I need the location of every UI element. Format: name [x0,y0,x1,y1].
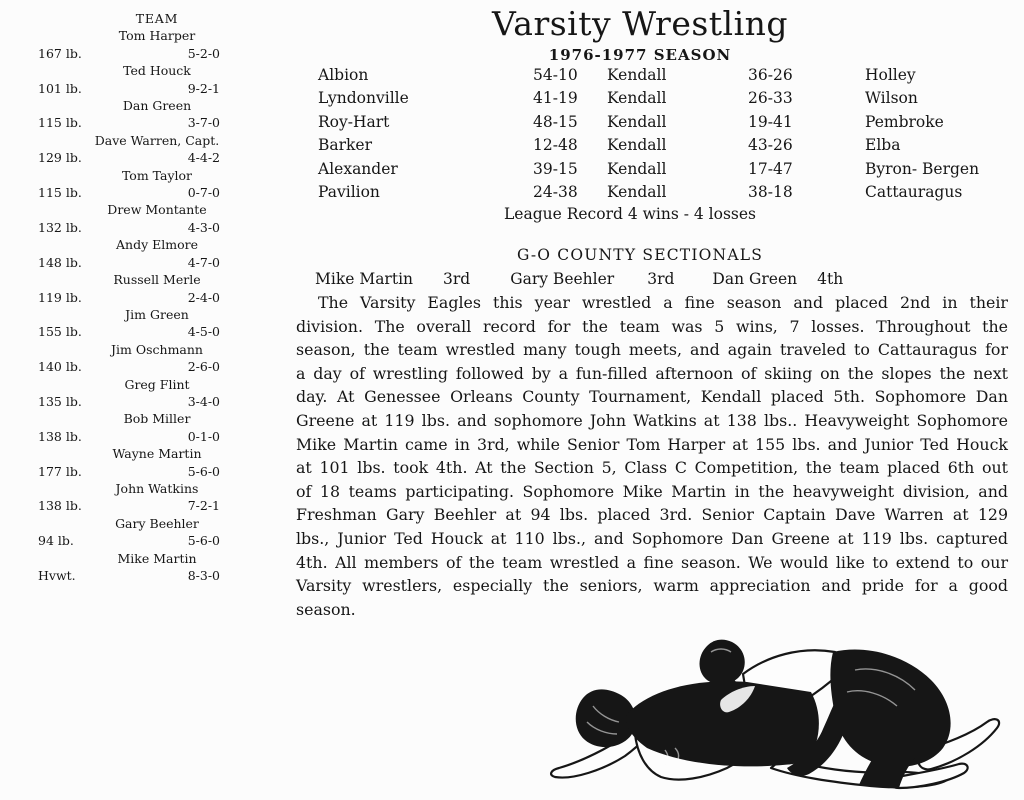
opponent-left: Albion [318,66,369,84]
placer-place: 4th [817,270,844,288]
score-left: 54-10 [533,66,578,84]
wrestler-record: 4-5-0 [187,324,220,340]
opponent-left: Lyndonville [318,89,409,108]
placer-place: 3rd [443,270,471,288]
opponent-left: Barker [318,136,373,155]
wrestler-weight: 115 lb. [38,115,82,131]
wrestler-record: 3-4-0 [187,393,220,409]
score-left: 12-48 [533,136,578,155]
meet-row [318,111,979,134]
home-team: Kendall [607,112,667,131]
wrestler-name: Jim Green [125,306,189,322]
wrestler-weight: 115 lb. [38,185,82,201]
team-roster [38,10,220,584]
wrestler-weight: 138 lb. [38,428,82,444]
score-right: 17-47 [748,159,793,178]
placer-name: Dan Green [712,270,798,288]
wrestler-record: 0-1-0 [187,428,220,444]
season-summary-paragraph: The Varsity Eagles this year wrestled a fine season and placed 2nd in their division. The overall record for the team was 5 wins, 7 losses. Throughout the season, the team wrestled many tough meets, and again traveled to Cattauragus for a day of wrestling followed by a fun-filled afternoon of skiing on the slopes the next day. At Genessee Orleans County Tournament, Kendall placed 5th. Sophomore Dan Greene at 119 lbs. and sophomore John Watkins at 138 lbs.. Heavyweight Sophomore Mike Martin came in 3rd, while Senior Tom Harper at 155 lbs. and Junior Ted Houck at 101 lbs. took 4th. At the Section 5, Class C Competition, the team placed 6th out of 18 teams participating. Sophomore Mike Martin in the heavyweight division, and Freshman Gary Beehler at 94 lbs. placed 3rd. Senior Captain Dave Warren at 129 lbs., Junior Ted Houck at 110 lbs., and Sophomore Dan Greene at 119 lbs. captured 4th. All members of the team wrestled a fine season. We would like to extend to our Varsity wrestlers, especially the seniors, warm appreciation and pride for a good season. [296,293,1008,619]
roster-entry [38,306,220,341]
wrestler-name: Drew Montante [107,202,207,218]
meet-row [318,181,979,204]
wrestler-record: 4-3-0 [187,219,220,235]
meet-row [318,158,979,181]
wrestler-weight: 155 lb. [38,324,82,340]
roster-entry [38,341,220,376]
sectionals-placers [315,270,843,288]
score-right: 43-26 [748,136,793,155]
home-team: Kendall [607,159,667,178]
wrestler-weight: 177 lb. [38,463,82,479]
wrestler-name: Gary Beehler [115,515,199,531]
roster-header: TEAM [135,11,179,26]
score-left: 41-19 [533,89,578,108]
opponent-right: Cattauragus [865,183,963,202]
roster-entry [38,550,220,585]
wrestler-record: 9-2-1 [187,80,220,96]
wrestler-record: 5-2-0 [187,45,220,61]
wrestler-name: Bob Miller [123,411,191,427]
opponent-right: Holley [865,66,916,84]
score-right: 38-18 [748,183,793,202]
score-left: 39-15 [533,159,578,178]
meet-results-table [318,64,979,204]
wrestler-name: Dave Warren, Capt. [94,132,220,148]
placer-name: Gary Beehler [510,270,615,288]
wrestler-weight: 167 lb. [38,45,82,61]
meet-row [318,134,979,157]
score-left: 24-38 [533,183,578,202]
wrestler-weight: Hvwt. [38,568,76,583]
wrestler-name: Wayne Martin [112,446,202,462]
meet-row [318,87,979,110]
roster-entry [38,480,220,515]
roster-entry [38,271,220,306]
page-title: Varsity Wrestling [491,4,789,43]
wrestler-name: Ted Houck [123,63,191,79]
wrestler-weight: 132 lb. [38,219,82,235]
home-team: Kendall [607,89,667,108]
meet-row [318,64,979,87]
wrestler-name: Mike Martin [117,550,197,566]
roster-entry [38,132,220,167]
wrestler-weight: 148 lb. [38,254,82,270]
wrestler-record: 7-2-1 [187,498,220,514]
roster-entry [38,201,220,236]
opponent-right: Elba [865,136,901,155]
placer-place: 3rd [647,270,675,288]
sectionals-title: G-O COUNTY SECTIONALS [516,246,764,264]
wrestler-weight: 119 lb. [38,289,82,305]
roster-entry [38,236,220,271]
wrestler-record: 5-6-0 [187,533,220,549]
wrestler-name: Jim Oschmann [111,341,203,357]
wrestler-name: John Watkins [115,480,199,496]
home-team: Kendall [607,183,667,202]
score-right: 36-26 [748,66,793,84]
wrestler-weight: 94 lb. [38,533,74,549]
wrestler-record: 2-4-0 [187,289,220,305]
roster-entry [38,376,220,411]
wrestler-weight: 129 lb. [38,150,82,166]
wrestler-weight: 140 lb. [38,359,82,375]
roster-entry [38,445,220,480]
wrestler-weight: 138 lb. [38,498,82,514]
wrestler-record: 8-3-0 [187,568,220,583]
roster-entry [38,97,220,132]
opponent-right: Wilson [865,89,918,108]
score-left: 48-15 [533,112,578,131]
wrestler-name: Dan Green [122,98,192,114]
wrestler-record: 2-6-0 [187,359,220,375]
wrestler-name: Greg Flint [124,376,190,392]
wrestler-record: 0-7-0 [187,185,220,201]
roster-entry [38,515,220,550]
wrestler-record: 3-7-0 [187,115,220,131]
opponent-left: Roy-Hart [318,112,390,131]
placer-name: Mike Martin [315,270,414,288]
wrestler-name: Tom Harper [118,28,196,44]
opponent-left: Alexander [318,159,398,178]
wrestler-name: Russell Merle [113,272,201,288]
score-right: 26-33 [748,89,793,108]
wrestler-record: 4-4-2 [187,150,220,166]
roster-entry [38,62,220,97]
roster-entry [38,410,220,445]
wrestler-record: 4-7-0 [187,254,220,270]
opponent-left: Pavilion [318,183,380,202]
roster-entry [38,27,220,62]
wrestlers-illustration-icon [515,622,1015,794]
wrestler-name: Andy Elmore [116,237,198,253]
home-team: Kendall [607,66,667,84]
wrestler-record: 5-6-0 [187,463,220,479]
score-right: 19-41 [748,112,793,131]
roster-entry [38,167,220,202]
wrestler-name: Tom Taylor [121,167,193,183]
opponent-right: Byron- Bergen [865,159,980,178]
wrestler-weight: 101 lb. [38,80,82,96]
home-team: Kendall [607,136,667,155]
season-subtitle: 1976-1977 SEASON [548,46,732,64]
league-record: League Record 4 wins - 4 losses [504,205,756,223]
wrestler-weight: 135 lb. [38,393,82,409]
opponent-right: Pembroke [865,112,944,131]
